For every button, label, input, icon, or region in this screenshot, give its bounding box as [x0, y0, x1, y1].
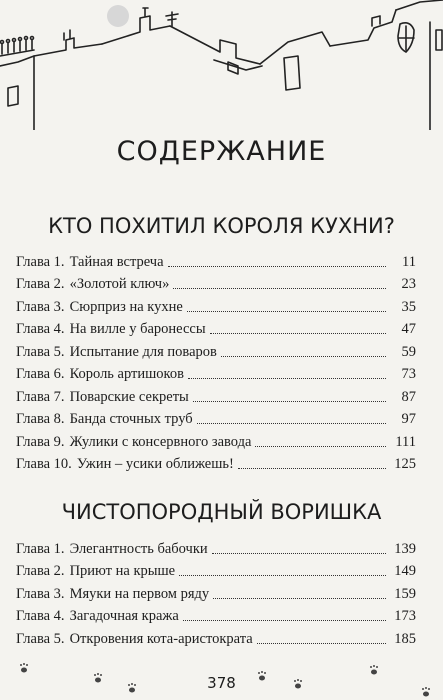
toc-entry[interactable] [16, 361, 416, 384]
toc-entry[interactable] [16, 316, 416, 339]
toc-entry[interactable] [16, 451, 416, 474]
chapter-page: 35 [401, 298, 416, 315]
chapter-page: 47 [401, 321, 416, 337]
dot-leader [255, 446, 386, 447]
chapter-number: Глава 3. [16, 585, 65, 602]
chapter-page: 111 [395, 433, 416, 450]
chapter-title: Банда сточных труб [69, 411, 193, 427]
chapter-number: Глава 1. [16, 540, 65, 557]
chapter-title: Жулики с консервного завода [69, 433, 252, 450]
toc-entry[interactable] [16, 406, 416, 429]
chapter-page: 97 [401, 411, 416, 427]
toc-list [16, 248, 416, 473]
toc-entry[interactable] [16, 248, 416, 271]
chapter-title: Элегантность бабочки [69, 540, 208, 557]
chapter-page: 185 [394, 630, 416, 647]
chapter-page: 11 [402, 253, 416, 270]
toc-entry[interactable] [16, 428, 416, 451]
toc-entry[interactable] [16, 625, 416, 648]
dot-leader [187, 311, 386, 312]
chapter-title: Тайная встреча [69, 253, 164, 270]
chapter-title: «Золотой ключ» [69, 276, 170, 292]
chapter-page: 159 [394, 585, 416, 602]
dot-leader [213, 598, 386, 599]
paw-icon [20, 663, 28, 673]
rooftops-illustration [0, 0, 443, 130]
chapter-page: 139 [394, 540, 416, 557]
toc-entry[interactable] [16, 580, 416, 603]
dot-leader [210, 333, 386, 334]
chapter-page: 23 [401, 276, 416, 292]
dot-leader [173, 288, 386, 289]
dot-leader [188, 378, 386, 379]
page-number: 378 [207, 674, 236, 692]
chapter-number: Глава 8. [16, 411, 65, 427]
chapter-page: 125 [394, 456, 416, 472]
chapter-number: Глава 4. [16, 321, 65, 337]
dot-leader [221, 356, 386, 357]
chapter-title: Мяуки на первом ряду [69, 585, 210, 602]
chapter-title: На вилле у баронессы [69, 321, 206, 337]
chapter-number: Глава 5. [16, 343, 65, 360]
chapter-number: Глава 6. [16, 366, 65, 382]
chapter-number: Глава 2. [16, 563, 65, 579]
toc-entry[interactable] [16, 271, 416, 294]
dot-leader [238, 468, 386, 469]
toc-entry[interactable] [16, 558, 416, 581]
chapter-title: Сюрприз на кухне [69, 298, 183, 315]
toc-list [16, 535, 416, 648]
chapter-title: Откровения кота-аристократа [69, 630, 253, 647]
chapter-title: Приют на крыше [69, 563, 176, 579]
dot-leader [168, 266, 386, 267]
chapter-number: Глава 1. [16, 253, 65, 270]
chapter-page: 73 [401, 366, 416, 382]
toc-entry[interactable] [16, 535, 416, 558]
chapter-title: Король артишоков [69, 366, 184, 382]
dot-leader [197, 423, 386, 424]
chapter-page: 173 [394, 608, 416, 624]
chapter-number: Глава 2. [16, 276, 65, 292]
toc-entry[interactable] [16, 338, 416, 361]
chapter-title: Поварские секреты [69, 388, 189, 405]
chapter-page: 59 [401, 343, 416, 360]
chapter-number: Глава 10. [16, 456, 72, 472]
chapter-title: Испытание для поваров [69, 343, 217, 360]
chapter-number: Глава 4. [16, 608, 65, 624]
chapter-number: Глава 5. [16, 630, 65, 647]
dot-leader [183, 620, 386, 621]
toc-entry[interactable] [16, 383, 416, 406]
toc-entry[interactable] [16, 293, 416, 316]
chapter-title: Загадочная кража [69, 608, 179, 624]
toc-entry[interactable] [16, 603, 416, 626]
section-title: ЧИСТОПОРОДНЫЙ ВОРИШКА [61, 500, 382, 524]
dot-leader [179, 575, 386, 576]
section-title: КТО ПОХИТИЛ КОРОЛЯ КУХНИ? [48, 214, 395, 238]
dot-leader [212, 553, 386, 554]
chapter-number: Глава 9. [16, 433, 65, 450]
chapter-page: 149 [394, 563, 416, 579]
dot-leader [257, 643, 386, 644]
chapter-number: Глава 3. [16, 298, 65, 315]
page-title: СОДЕРЖАНИЕ [116, 136, 327, 167]
moon-icon [107, 5, 129, 27]
chapter-page: 87 [401, 388, 416, 405]
chapter-title: Ужин – усики оближешь! [76, 456, 234, 472]
dot-leader [193, 401, 386, 402]
chapter-number: Глава 7. [16, 388, 65, 405]
